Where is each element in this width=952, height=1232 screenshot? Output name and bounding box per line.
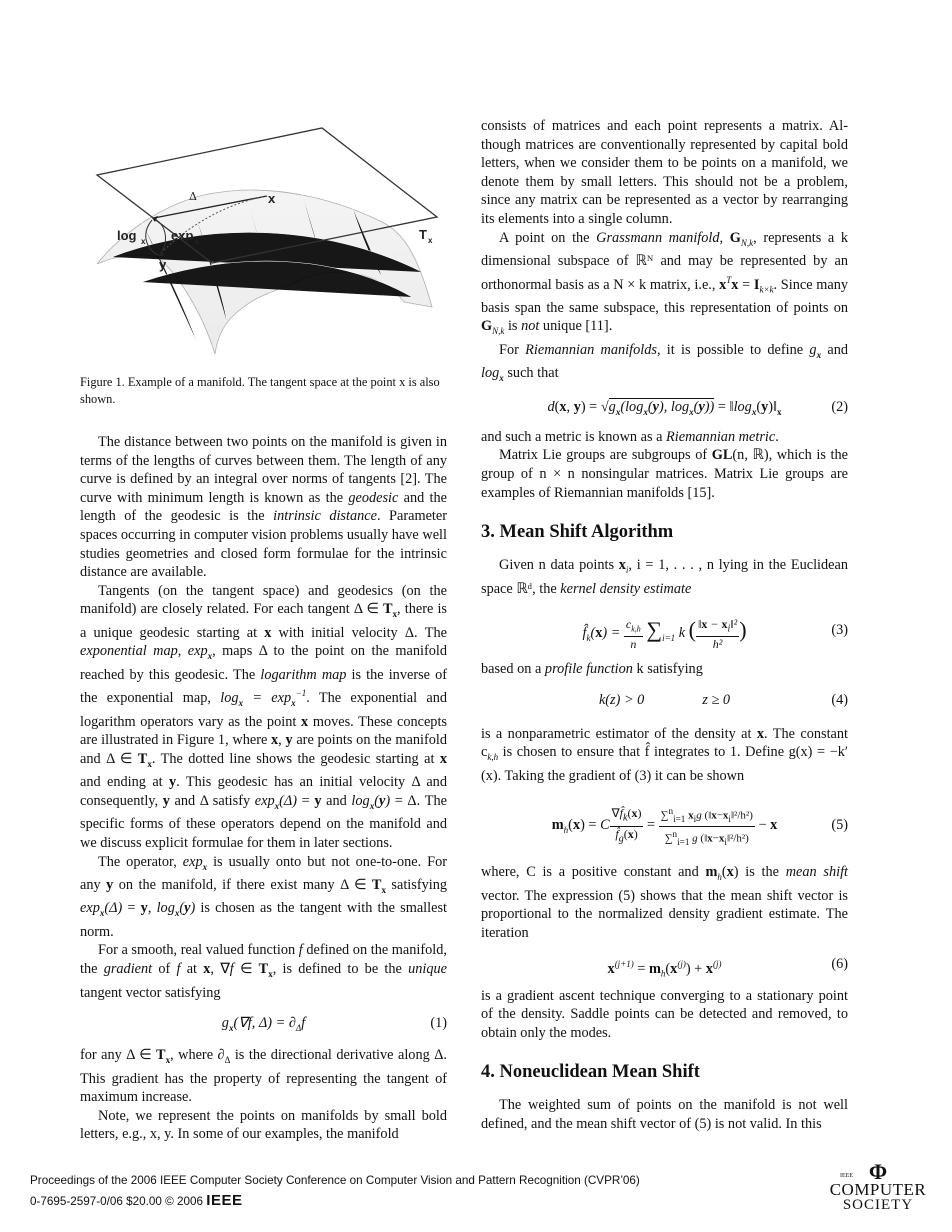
section-heading: 3. Mean Shift Algorithm [481,522,674,543]
isbn-text: 0-7695-2597-0/06 $20.00 © 2006 [30,1195,207,1208]
equation-number: (1) [430,1015,447,1032]
paragraph: A point on the Grassmann manifold, $G_{N,k}$, represents a k dimensional subspace of ℝᴺ and may be represented by an orthonormal basis as a N × k matrix, i.e., $x^Tx = I_{k\times k}$. Since many basis span the same subspace, this representation of points on $G_{N,k}$ is not unique [11]. [481,229,849,337]
paragraph: where, C is a positive constant and $m_h(x)$ is the mean shift vector. The expression (5) shows that the mean shift vector is proportional to the normalized density gradient estimate. The iteration [481,864,849,942]
equation-3: $f̂_k(x)$ = $\frac{c_{k,h}}{n}$ $\sum_{i=1}$ k ( $\frac{‖x - x_i‖^2}{\text{h²}}$ ) (3) [481,610,848,650]
text: Given n data points [499,557,619,574]
paragraph: Given n data points $x_i$, i = 1, . . . , n lying in the Euclidean space ℝᵈ, the kernel density estimate [481,557,848,597]
phi-icon: Φ [868,1159,888,1184]
y-label: y [159,257,167,272]
equation-number: (6) [831,955,848,972]
equation-4 [481,691,848,713]
paragraph: Note, we represent the points on manifolds by small bold letters, e.g., x, y. In some of our examples, the manifold [80,1107,447,1143]
text: , maps Δ to the point on the manifold reached by this geodesic. The [80,643,447,683]
text: is the directional derivative along Δ. This gradient has the property of representing the tangent of maximum increase. [80,1047,447,1106]
section-heading: 4. Noneuclidean Mean Shift [481,1062,700,1083]
manifold-diagram-icon [82,112,460,362]
text: where, C is a positive constant and [481,864,706,881]
right-column [481,117,848,1134]
text: is chosen to ensure that f̂ integrates to 1. Define g(x) = −k′(x). Taking the gradient of (3) it can be shown [481,744,848,784]
text: , i = 1, . . . , n lying in the Euclidean space ℝᵈ, the [481,557,848,597]
text: The distance between two points on the manifold is given in terms of the lengths of curves between them. The length of any curve is defined by an integral over norms of tangents [2]. The curve with minimum length is known as the [80,434,447,506]
proceedings-line: Proceedings of the 2006 IEEE Computer Society Conference on Computer Vision and Pattern Recognition (CVPR’06) [30,1174,640,1187]
emph: Riemannian metric [666,428,776,445]
paragraph: Matrix Lie groups are subgroups of GL(n, ℝ), which is the group of n × n nonsingular matrices. Matrix Lie groups are examples of Riemannian manifolds [15]. [481,447,848,501]
emph: logarithm map [260,666,347,683]
equation-1: $g_x(\nabla f$, $\Delta) = \partial_\Delta f$ (1) [221,1015,447,1033]
equation-2: d(x, $y) = √g_x(\log_x(y)$, $\log_x(y)$) = $‖\log_x(y)‖_x$ (2) [547,398,848,417]
tangent-space-label: T [419,227,427,242]
equation-right: z ≥ 0 [702,691,731,708]
text: , [177,643,188,660]
text: . The dotted line shows the geodesic starting at [151,750,440,767]
equation-6: $x^{(j+1)} = m_h(x^{(j)}) + x^{(j)}$ (6) [607,955,848,979]
equation-left: k(z) > 0 [598,691,645,708]
text: defined on the manifold, the [80,942,447,978]
text: and the length of the geodesic is the [80,489,447,525]
text: satisfying [385,876,448,893]
text: and [321,792,352,809]
text: , is defined to be the [272,961,409,978]
text: ∈ [233,961,259,978]
logo-line2: SOCIETY [842,1197,914,1213]
text: tangent vector satisfying [80,984,221,1001]
emph: intrinsic distance [273,508,377,525]
text: is chosen as the tangent with the smallest norm. [80,900,448,940]
left-column [80,433,447,1144]
paragraph: Tangents (on the tangent space) and geodesics (on the manifold) are closely related. For each tangent Δ ∈ $T_x$, there is a unique geodesic starting at x with initial velocity Δ. The exponential map, $\exp_x$, maps Δ to the point on the manifold reached by this geodesic. The logarithm map is the inverse of the exponential map, $\log_x = \exp_x^{-1}$. The exponential and logarithm operators vary as the point x moves. These concepts are illustrated in Figure 1, where x, y are points on the manifold and Δ ∈ $T_x$. The dotted line shows the geodesic starting at x and ending at y. This geodesic has an initial velocity Δ and consequently, y and Δ satisfy $\exp_x(\Delta) = y$ and $\log_x(y) = \Delta$. The specific forms of these operators depend on the manifold and we discuss explicit formulae for them in later sections. [80,582,448,851]
text: for any Δ ∈ [80,1047,157,1064]
paragraph: The weighted sum of points on the manifold is not well defined, and the mean shift vector of (5) is not valid. In this [481,1097,848,1133]
text: and Δ satisfy [169,792,255,809]
paragraph: For a smooth, real valued function f defined on the manifold, the gradient of f at x, ∇f ∈ $T_x$, is defined to be the unique tangent vector satisfying [80,942,448,1001]
emph: mean shift [785,864,849,881]
text: , it is possible to define [656,341,810,358]
paragraph: for any Δ ∈ $T_x$, where $\partial_\Delta$ is the directional derivative along Δ. This gradient has the property of representing the tangent of maximum increase. [80,1047,447,1106]
text: Since many basis span the same subspace, this representation of points on [481,276,849,316]
text: A point on the [499,229,597,246]
paragraph [481,660,848,679]
text: , where ∂ [170,1047,225,1064]
exp-label: exp [171,228,194,243]
emph: Riemannian manifolds [525,341,657,358]
text: (n, ℝ), which is the group of n × n nonsingular matrices. Matrix Lie groups are examples of Riemannian manifolds [15]. [481,447,848,501]
text: . The exponential and logarithm operators vary as the point [80,690,448,730]
text: For [499,341,526,358]
emph: geodesic [348,489,399,506]
text: based on a [481,661,545,678]
text: , ∇ [210,961,230,978]
log-label: log [117,228,137,243]
text: . This geodesic has an initial velocity Δ and consequently, [80,774,447,809]
text: on the manifold, if there exist many Δ ∈ [113,876,372,893]
tangent-subscript: x [428,236,433,245]
paragraph [481,428,848,447]
text: , there is a unique geodesic starting at [80,601,447,641]
text: moves. These concepts are illustrated in Figure 1, where [80,713,447,749]
equation-number: (3) [831,622,848,639]
equation-number: (2) [831,398,848,415]
text: is usually onto but not one-to-one. For any [80,853,447,893]
paragraph: is a nonparametric estimator of the density at x. The constant $c_{k,h}$ is chosen to ensure that f̂ integrates to 1. Define g(x) = −k′(x). Taking the gradient of (3) it can be shown [481,725,849,784]
text: Tangents (on the tangent space) and geodesics (on the manifold) are closely related. For each tangent Δ ∈ [80,582,447,618]
text: at [180,961,204,978]
log-subscript: x [141,237,146,246]
paragraph: consists of matrices and each point represents a matrix. Although matrices are conventionally represented by capital bold letters, when we consider them to be points on a manifold, we denote them by small letters. This should not be a problem, since any matrix can be represented as a vector by rearranging its elements into a single column. [481,118,848,227]
text: are points on the manifold and Δ ∈ [80,732,447,767]
paragraph [80,433,447,582]
x-label: x [268,191,276,206]
emph: not [521,318,540,335]
ieee-wordmark: IEEE [206,1192,243,1209]
text: is a nonparametric estimator of the density at [481,725,757,742]
emph: gradient [103,961,153,978]
delta-label: Δ [189,190,197,203]
isbn-line [30,1191,640,1212]
text: For a smooth, real valued function [98,942,299,959]
emph: Grassmann manifold [596,229,720,246]
equation-number: (5) [831,817,848,834]
text: and ending at [80,774,170,791]
text: . The specific forms of these operators depend on the manifold and we discuss explicit formulae for them in later sections. [80,792,448,851]
text: and [821,341,848,358]
text: is the [738,864,786,881]
text: vector. The expression (5) shows that the mean shift vector is proportional to the normalized density gradient estimate. The iteration [481,887,848,942]
exp-subscript: x [195,237,200,246]
emph: profile function [544,661,633,678]
text: with initial velocity Δ. The [271,624,447,641]
text: Matrix Lie groups are subgroups of [499,447,712,464]
figure-caption: Figure 1. Example of a manifold. The tangent space at the point x is also shown. [80,375,440,406]
footer [30,1171,640,1212]
paragraph: The operator, $\exp_x$ is usually onto but not one-to-one. For any y on the manifold, if there exist many Δ ∈ $T_x$ satisfying $\exp_x(\Delta) = y$, $\log_x(y)$ is chosen as the tangent with the smallest norm. [80,853,448,940]
emph: unique [408,961,448,978]
paragraph: For Riemannian manifolds, it is possible to define $g_x$ and $\log_x$ such that [481,341,848,384]
text: and such a metric is known as a [481,428,667,445]
logo-small-text: IEEE [840,1173,853,1179]
logo-line1: COMPUTER [829,1180,927,1199]
text: . Parameter spaces occurring in computer vision problems usually have well studies geometries and closed form formulae for the intrinsic distance are available. [80,508,447,581]
paragraph: is a gradient ascent technique converging to a stationary point of the density. Saddle points can be detected and removed, to obtain only the modes. [481,987,848,1041]
emph: exponential map [80,643,178,660]
text: of [152,961,177,978]
equation-5: $m_h(x) = C$ $\frac{\nabla f̂_k(x)}{f̂_g(x)}$ = $\frac{\sum^n_{i=1} x_ig (‖x-x_i‖^2/h^2)}{\sum^n_{i=1} g (‖x-x_i‖^2/h^2)}$ − x (5) [481,797,848,853]
text: . The constant c [481,725,849,761]
manifold-figure [82,112,460,362]
equation-number: (4) [831,691,848,708]
computer-society-logo [818,1159,938,1222]
text: is the inverse of the exponential map, [80,666,447,707]
text: The operator, [98,853,183,870]
text: unique [11]. [539,318,613,335]
text: k satisfying [632,661,703,678]
text: such that [503,365,559,382]
text: represents a k dimensional subspace of ℝᴺ and may be represented by an orthonormal basis as a N × k matrix, i.e., [481,229,848,293]
emph: kernel density estimate [560,580,692,597]
text: . [775,428,779,445]
